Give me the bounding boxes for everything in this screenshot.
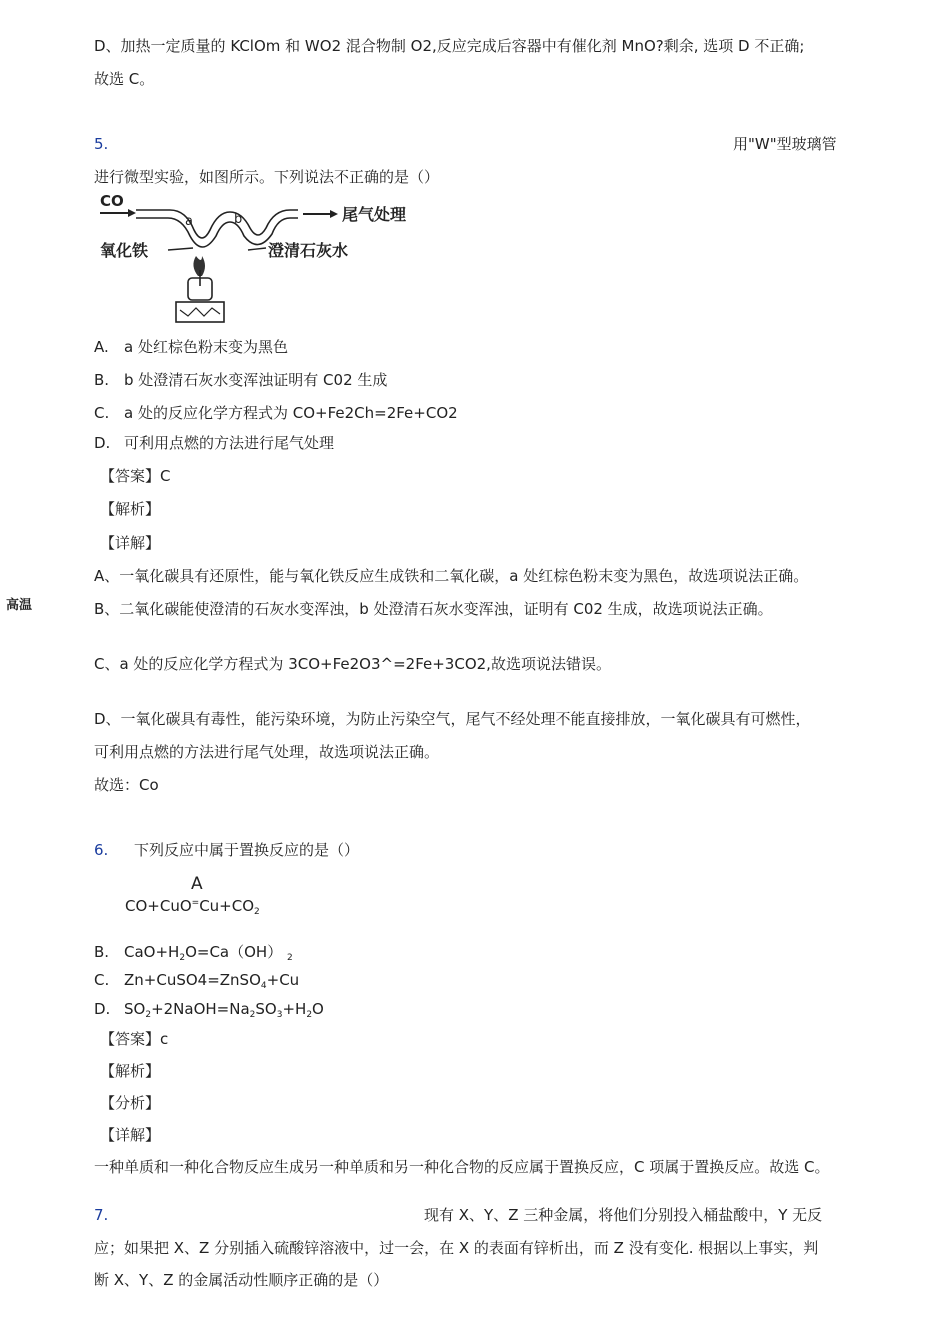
q5-explain-a: A、一氧化碳具有还原性，能与氧化铁反应生成铁和二氧化碳，a 处红棕色粉末变为黑色，故选项说法正确。: [94, 567, 809, 585]
q6-option-c: C. Zn+CuSO4=ZnSO$_4$+Cu: [94, 971, 300, 991]
q5-option-c: C. a 处的反应化学方程式为 CO+Fe2Ch=2Fe+CO2: [94, 404, 458, 422]
figure-a-label: a: [185, 214, 193, 229]
q6-option-b: B. $CaO+H_2O=Ca(OH)$ $_2$: [94, 943, 293, 963]
option-d-heating-text: D、加热一定质量的 KClOm 和 WO2 混合物制 O2,反应完成后容器中有催化剂 MnO?剩余, 选项 D 不正确;: [94, 37, 805, 55]
question-7-number: 7.: [94, 1206, 109, 1224]
q6-answer: 【答案】c: [100, 1030, 169, 1048]
question-7-stem: 现有 X、Y、Z 三种金属，将他们分别投入桶盐酸中，Y 无反: [424, 1206, 823, 1224]
q5-conclusion: 故选：Co: [94, 776, 159, 794]
question-6-number: 6.: [94, 841, 109, 859]
question-5-stem: 用"W"型玻璃管: [733, 135, 837, 153]
side-note-high-temp: 高温: [6, 598, 33, 613]
q5-option-a: A. a 处红棕色粉末变为黑色: [94, 338, 288, 356]
question-5-stem-line2: 进行微型实验，如图所示。下列说法不正确的是（）: [94, 168, 440, 186]
question-7-stem-line2: 应；如果把 X、Z 分别插入硫酸锌溶液中，过一会，在 X 的表面有锌析出，而 Z 没有变化. 根据以上事实，判: [94, 1239, 819, 1257]
q6-analysis-heading: 【解析】: [100, 1062, 161, 1080]
figure-b-label: b: [234, 212, 243, 227]
question-6-stem: 下列反应中属于置换反应的是（）: [134, 841, 360, 859]
figure-iron-oxide-label: 氧化铁: [100, 241, 149, 260]
q5-explain-d: D、一氧化碳具有毒性，能污染环境，为防止污染空气，尾气不经处理不能直接排放，一氧化碳具有可燃性，: [94, 710, 811, 728]
w-tube-figure: [98, 190, 428, 330]
question-7-stem-line3: 断 X、Y、Z 的金属活动性顺序正确的是（）: [94, 1271, 389, 1289]
q5-option-b: B. b 处澄清石灰水变浑浊证明有 C02 生成: [94, 371, 388, 389]
q5-explain-d-cont: 可利用点燃的方法进行尾气处理，故选项说法正确。: [94, 743, 440, 761]
q6-option-a-label: A: [191, 874, 203, 894]
q6-option-a-equation: $CO+CuO^=Cu+CO_2$: [125, 897, 260, 917]
q6-detail-heading: 【详解】: [100, 1126, 161, 1144]
q6-explain: 一种单质和一种化合物反应生成另一种单质和另一种化合物的反应属于置换反应，C 项属于置换反应。故选 C。: [94, 1158, 830, 1176]
question-5-number: 5.: [94, 135, 109, 153]
q5-option-d: D. 可利用点燃的方法进行尾气处理: [94, 434, 335, 452]
q6-fenxi-heading: 【分析】: [100, 1094, 161, 1112]
figure-tail-gas-label: 尾气处理: [342, 205, 407, 224]
q6-option-d: D. $SO_2+2NaOH=Na_2SO_3+H_2O$: [94, 1000, 324, 1020]
figure-limewater-label: 澄清石灰水: [268, 241, 349, 260]
q5-answer: 【答案】C: [100, 467, 171, 485]
q5-explain-b: B、二氧化碳能使澄清的石灰水变浑浊，b 处澄清石灰水变浑浊，证明有 C02 生成，故选项说法正确。: [94, 600, 773, 618]
q5-explain-c: C、a 处的反应化学方程式为 3CO+Fe2O3^=2Fe+3CO2,故选项说法错误。: [94, 655, 611, 673]
figure-co-label: CO: [100, 192, 124, 210]
conclusion-text: 故选 C。: [94, 70, 155, 88]
q5-analysis-heading: 【解析】: [100, 500, 161, 518]
q5-detail-heading: 【详解】: [100, 534, 161, 552]
